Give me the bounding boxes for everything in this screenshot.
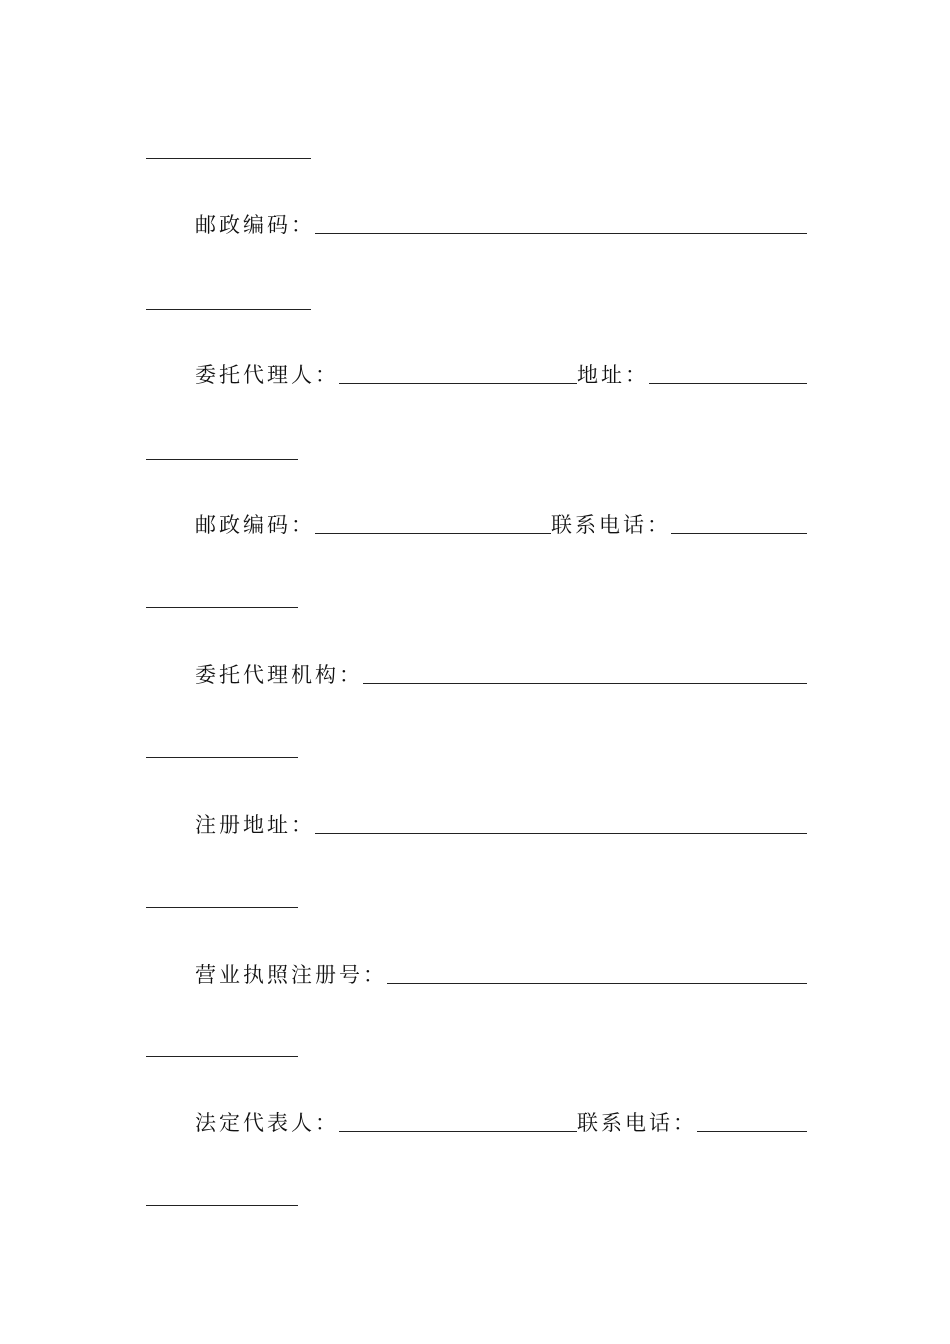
registered-address-blank[interactable] bbox=[315, 833, 807, 834]
fill-line-continuation[interactable] bbox=[146, 1056, 298, 1057]
registered-address-label: 注册地址： bbox=[195, 813, 315, 837]
address-blank[interactable] bbox=[649, 383, 807, 384]
fill-line-continuation[interactable] bbox=[146, 907, 298, 908]
license-number-row bbox=[195, 958, 807, 988]
agency-blank[interactable] bbox=[363, 683, 807, 684]
fill-line-continuation[interactable] bbox=[146, 757, 298, 758]
registered-address-row bbox=[195, 808, 807, 838]
phone-label: 联系电话： bbox=[577, 1111, 697, 1135]
agency-row bbox=[195, 658, 807, 688]
fill-line-continuation[interactable] bbox=[146, 1205, 298, 1206]
agent-label: 委托代理人： bbox=[195, 363, 339, 387]
postal-code-label: 邮政编码： bbox=[195, 213, 315, 237]
license-number-blank[interactable] bbox=[387, 983, 807, 984]
fill-line-continuation[interactable] bbox=[146, 607, 298, 608]
fill-line-continuation[interactable] bbox=[146, 158, 311, 159]
phone-label: 联系电话： bbox=[551, 513, 671, 537]
fill-line-continuation[interactable] bbox=[146, 459, 298, 460]
fill-line-continuation[interactable] bbox=[146, 309, 311, 310]
postal-code-blank[interactable] bbox=[315, 533, 551, 534]
postal-code-blank[interactable] bbox=[315, 233, 807, 234]
agency-label: 委托代理机构： bbox=[195, 663, 363, 687]
phone-blank[interactable] bbox=[671, 533, 807, 534]
agent-blank[interactable] bbox=[339, 383, 577, 384]
legal-rep-label: 法定代表人： bbox=[195, 1111, 339, 1135]
agent-row bbox=[195, 358, 807, 388]
license-number-label: 营业执照注册号： bbox=[195, 963, 387, 987]
postal-code-label: 邮政编码： bbox=[195, 513, 315, 537]
phone-blank[interactable] bbox=[697, 1131, 807, 1132]
legal-rep-blank[interactable] bbox=[339, 1131, 577, 1132]
legal-rep-row bbox=[195, 1106, 807, 1136]
postal-phone-row bbox=[195, 508, 807, 538]
address-label: 地址： bbox=[577, 363, 649, 387]
postal-code-row bbox=[195, 208, 807, 238]
